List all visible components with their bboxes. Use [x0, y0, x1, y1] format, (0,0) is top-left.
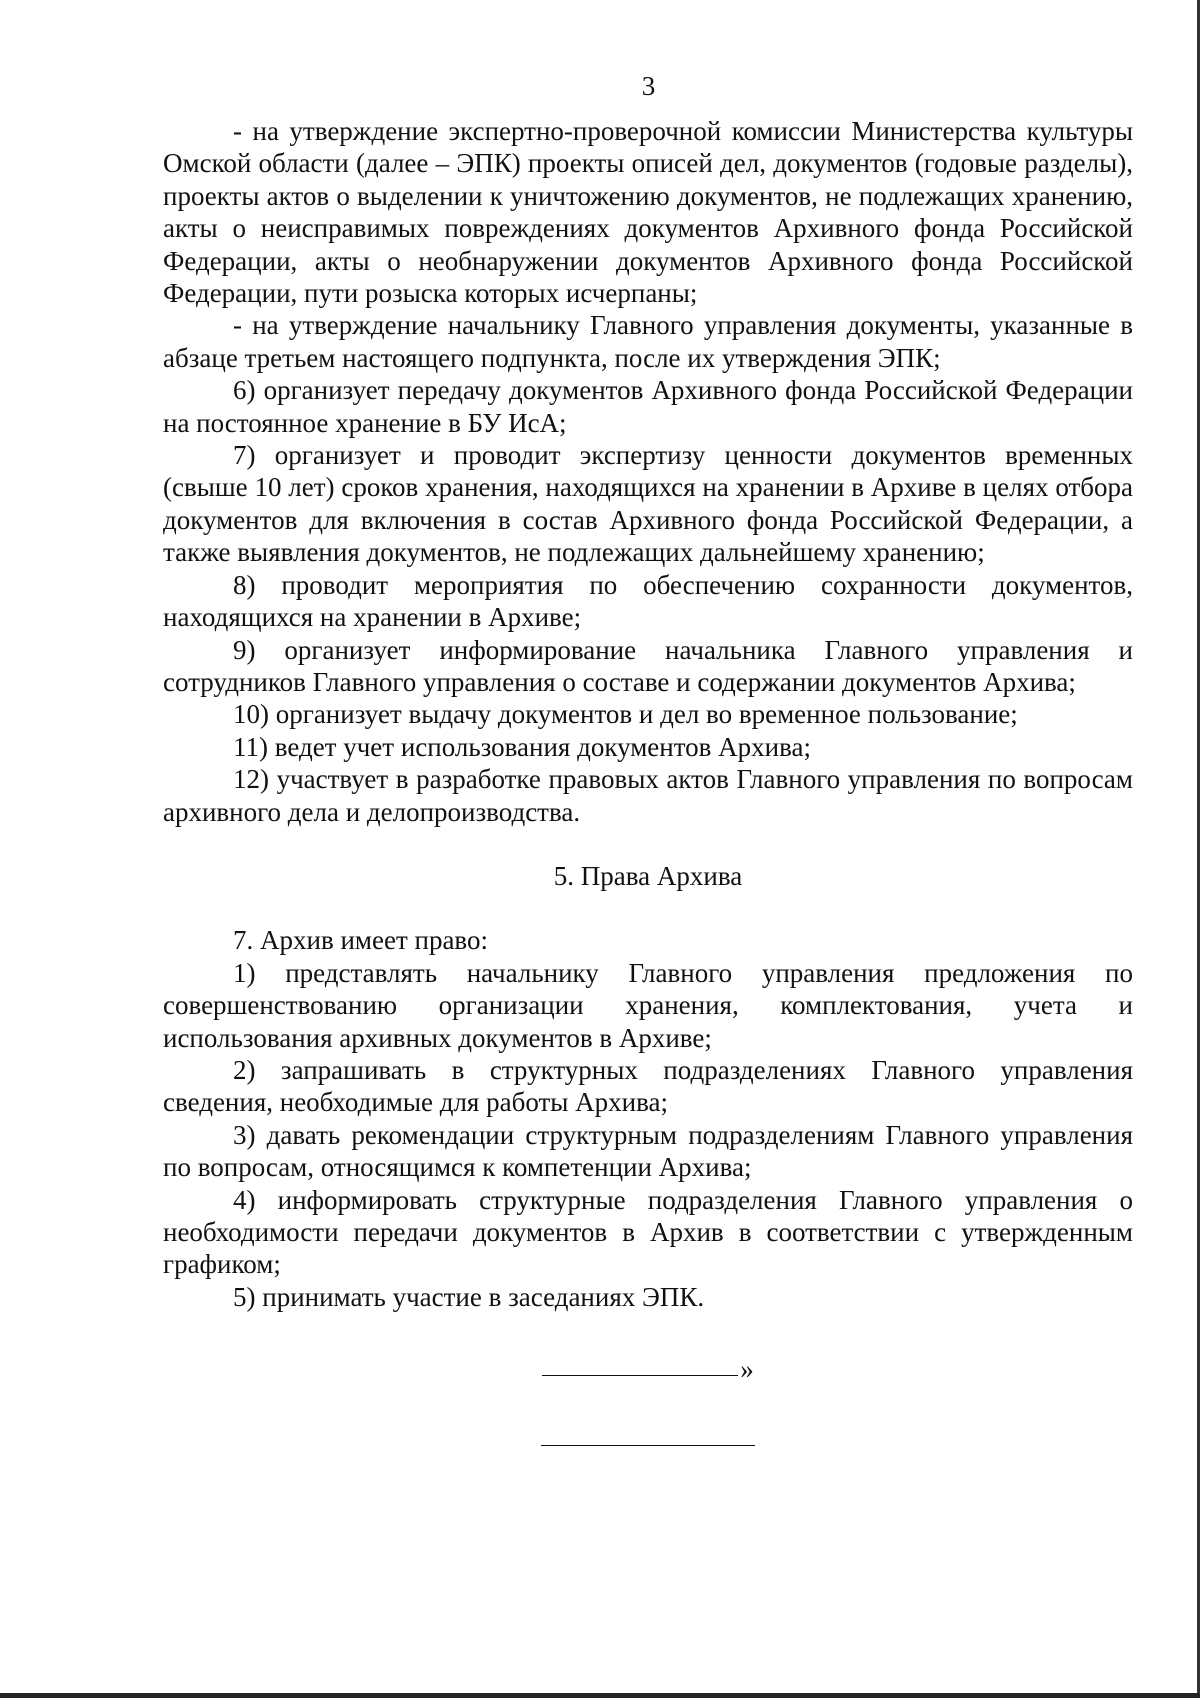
paragraph-item-6: 6) организует передачу документов Архивного фонда Российской Федерации на постоянное хранение в БУ ИсА; — [163, 375, 1133, 438]
scan-edge-bottom — [0, 1693, 1200, 1698]
end-separator-line — [541, 1443, 755, 1446]
paragraph-item-9: 9) организует информирование начальника Главного управления и сотрудников Главного управления о составе и содержании документов Архива; — [163, 634, 1133, 697]
paragraph-rights-intro: 7. Архив имеет право: — [233, 925, 488, 956]
paragraph-right-5: 5) принимать участие в заседаниях ЭПК. — [233, 1281, 705, 1312]
paragraph-right-3: 3) давать рекомендации структурным подразделениям Главного управления по вопросам, относящимся к компетенции Архива; — [163, 1119, 1133, 1183]
closing-quote: » — [740, 1354, 754, 1385]
end-separator — [163, 1421, 1133, 1453]
paragraph-right-2: 2) запрашивать в структурных подразделениях Главного управления сведения, необходимые для работы Архива; — [163, 1054, 1133, 1118]
paragraph-submit-head: - на утверждение начальнику Главного управления документы, указанные в абзаце третьем настоящего подпункта, после их утверждения ЭПК; — [163, 310, 1133, 373]
paragraph-item-12: 12) участвует в разработке правовых актов Главного управления по вопросам архивного дела и делопроизводства. — [163, 764, 1133, 827]
document-body — [163, 115, 1133, 1454]
section-heading: 5. Права Архива — [553, 860, 743, 891]
closing-mark — [163, 1353, 1133, 1387]
paragraph-right-4: 4) информировать структурные подразделения Главного управления о необходимости передачи документов в Архив в соответствии с утвержденным графиком; — [163, 1184, 1133, 1280]
page-number: 3 — [641, 71, 656, 101]
closing-underline — [542, 1353, 738, 1376]
paragraph-right-1: 1) представлять начальнику Главного управления предложения по совершенствованию организации хранения, комплектования, учета и использования архивных документов в Архиве; — [163, 957, 1133, 1053]
paragraph-item-8: 8) проводит мероприятия по обеспечению сохранности документов, находящихся на хранении в Архиве; — [163, 569, 1133, 633]
paragraph-item-11: 11) ведет учет использования документов Архива; — [233, 731, 812, 762]
paragraph-item-7: 7) организует и проводит экспертизу ценности документов временных (свыше 10 лет) сроков хранения, находящихся на хранении в Архиве в целях отбора документов для включения в состав Архивного фонда Российской Федерации, а также выявления документов, не подлежащих дальнейшему хранению; — [163, 440, 1133, 568]
paragraph-submit-epk: - на утверждение экспертно-проверочной комиссии Министерства культуры Омской области (далее – ЭПК) проекты описей дел, документов (годовые разделы), проекты актов о выделении к уничтожению документов, не подлежащих хранению, акты о неисправимых повреждениях документов Архивного фонда Российской Федерации, акты о необнаружении документов Архивного фонда Российской Федерации, пути розыска которых исчерпаны; — [163, 116, 1133, 309]
paragraph-item-10: 10) организует выдачу документов и дел во временное пользование; — [233, 699, 1018, 730]
